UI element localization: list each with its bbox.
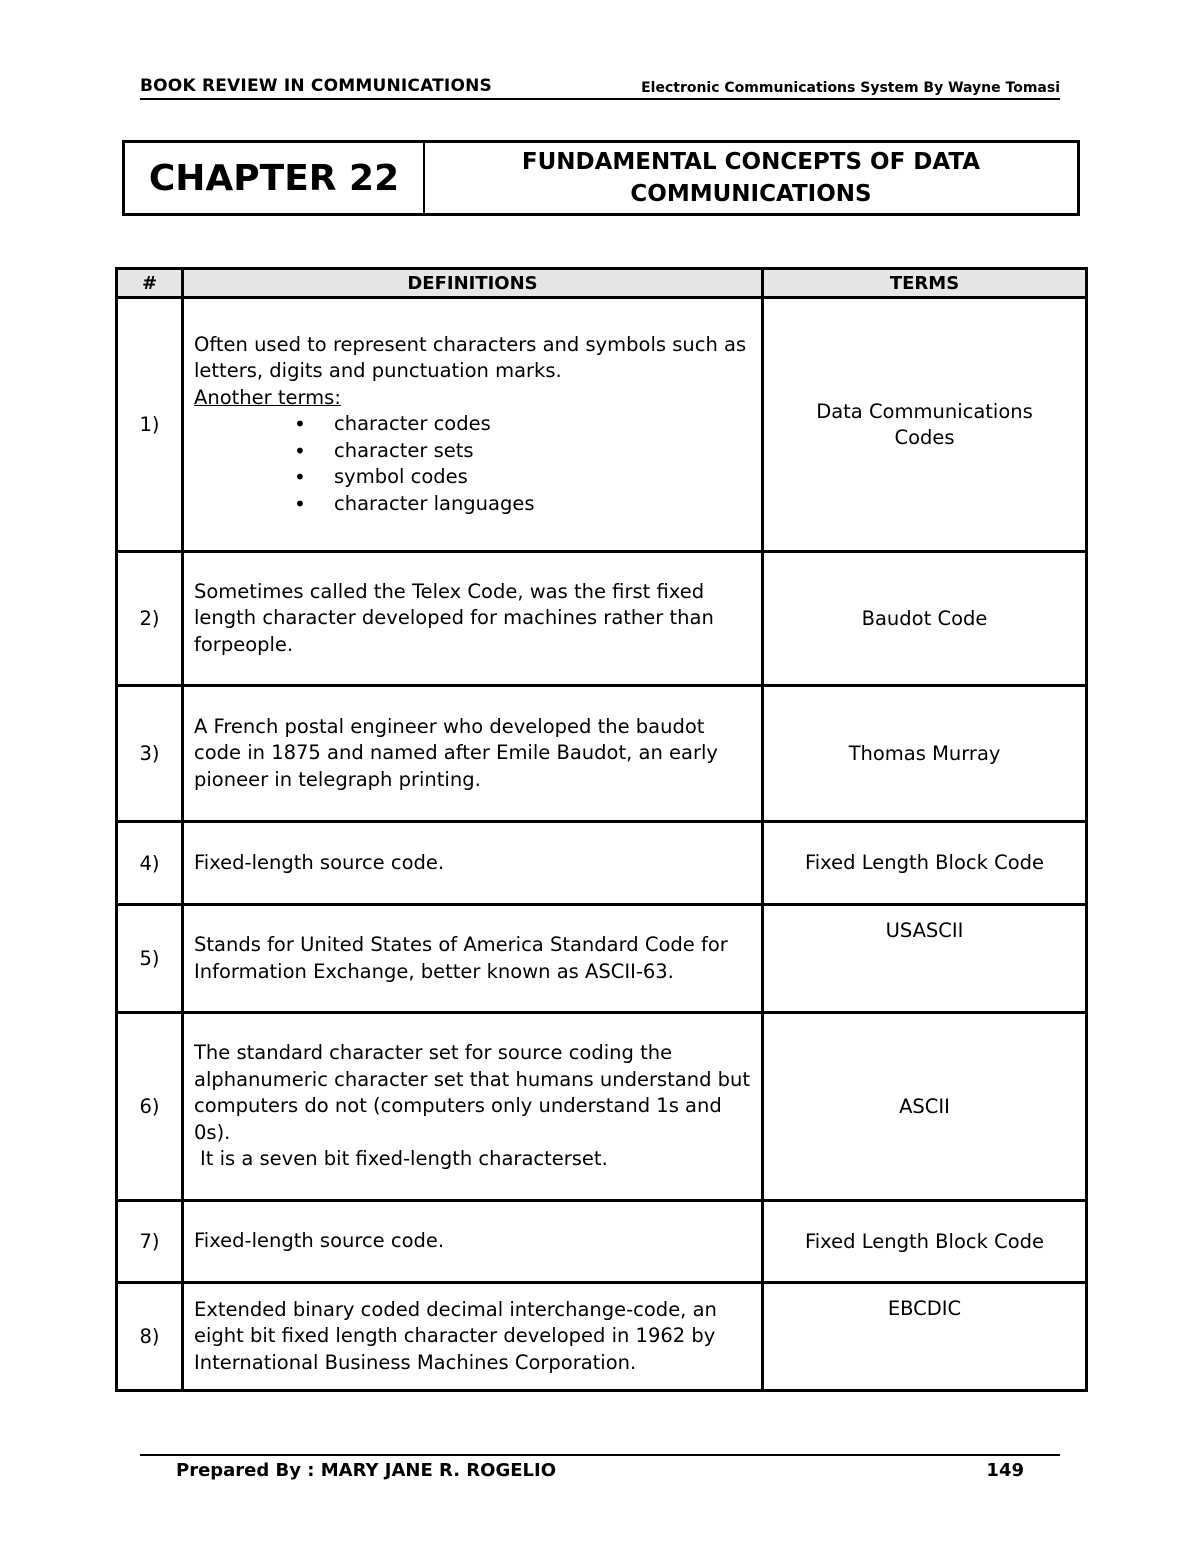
chapter-box: [122, 140, 1080, 216]
row-number: 7): [117, 1201, 183, 1283]
row-number: 4): [117, 822, 183, 905]
table-row: [117, 298, 1087, 552]
list-item-text: character sets: [334, 438, 474, 462]
row-number: 1): [117, 298, 183, 552]
header-right: Electronic Communications System By Wayne Tomasi: [641, 80, 1060, 96]
row-definition: [183, 1013, 763, 1201]
other-terms-label: Another terms:: [194, 385, 341, 409]
other-terms-list: [194, 411, 751, 517]
header-left: BOOK REVIEW IN COMMUNICATIONS: [140, 76, 492, 96]
row-number: 5): [117, 905, 183, 1013]
row-term: Fixed Length Block Code: [763, 1201, 1087, 1283]
col-header-num: #: [117, 269, 183, 298]
list-item-text: character languages: [334, 491, 535, 515]
list-item: [294, 491, 751, 518]
chapter-number: CHAPTER 22: [125, 143, 425, 213]
page-header: [140, 72, 1060, 100]
table-row: [117, 822, 1087, 905]
table-row: [117, 552, 1087, 686]
row-number: 2): [117, 552, 183, 686]
row-term: ASCII: [763, 1013, 1087, 1201]
list-item: [294, 438, 751, 465]
row-term: USASCII: [763, 905, 1087, 1013]
row-definition: Fixed-length source code.: [183, 822, 763, 905]
definition-text: Often used to represent characters and symbols such as letters, digits and punctuation marks.: [194, 332, 747, 383]
table-row: [117, 686, 1087, 822]
col-header-definitions: DEFINITIONS: [183, 269, 763, 298]
definition-extra-text: It is a seven bit fixed-length characterset.: [200, 1147, 608, 1171]
list-item-text: symbol codes: [334, 465, 468, 489]
row-term: [763, 298, 1087, 552]
row-number: 6): [117, 1013, 183, 1201]
row-definition: A French postal engineer who developed the baudot code in 1875 and named after Emile Baudot, an early pioneer in telegraph printing.: [183, 686, 763, 822]
row-term: Fixed Length Block Code: [763, 822, 1087, 905]
page-footer: [176, 1460, 1024, 1481]
footer-divider: [140, 1454, 1060, 1456]
col-header-terms: TERMS: [763, 269, 1087, 298]
row-term: EBCDIC: [763, 1283, 1087, 1391]
row-definition: Sometimes called the Telex Code, was the first fixed length character developed for machines rather than forpeople.: [183, 552, 763, 686]
list-item-text: character codes: [334, 412, 491, 436]
table-row: [117, 1283, 1087, 1391]
table-row: [117, 905, 1087, 1013]
chapter-title: FUNDAMENTAL CONCEPTS OF DATA COMMUNICATIONS: [521, 149, 981, 207]
row-definition: [183, 298, 763, 552]
definition-text: The standard character set for source coding the alphanumeric character set that humans understand but computers do not (computers only understand 1s and 0s).: [194, 1041, 751, 1144]
table-row: [117, 1201, 1087, 1283]
table-row: [117, 1013, 1087, 1201]
page-number: 149: [986, 1460, 1024, 1481]
bullet-icon: •: [294, 491, 306, 516]
bullet-icon: •: [294, 438, 306, 463]
row-definition: Stands for United States of America Standard Code for Information Exchange, better known as ASCII-63.: [183, 905, 763, 1013]
row-number: 8): [117, 1283, 183, 1391]
row-definition: Extended binary coded decimal interchange-code, an eight bit fixed length character developed in 1962 by International Business Machines Corporation.: [183, 1283, 763, 1391]
row-number: 3): [117, 686, 183, 822]
list-item: [294, 411, 751, 438]
bullet-icon: •: [294, 412, 306, 437]
list-item: [294, 464, 751, 491]
definitions-table: [115, 267, 1088, 1392]
table-header-row: [117, 269, 1087, 298]
term-text: Data Communications Codes: [816, 399, 1033, 449]
row-definition: Fixed-length source code.: [183, 1201, 763, 1283]
bullet-icon: •: [294, 465, 306, 490]
row-term: Thomas Murray: [763, 686, 1087, 822]
row-term: Baudot Code: [763, 552, 1087, 686]
prepared-by: Prepared By : MARY JANE R. ROGELIO: [176, 1460, 557, 1481]
